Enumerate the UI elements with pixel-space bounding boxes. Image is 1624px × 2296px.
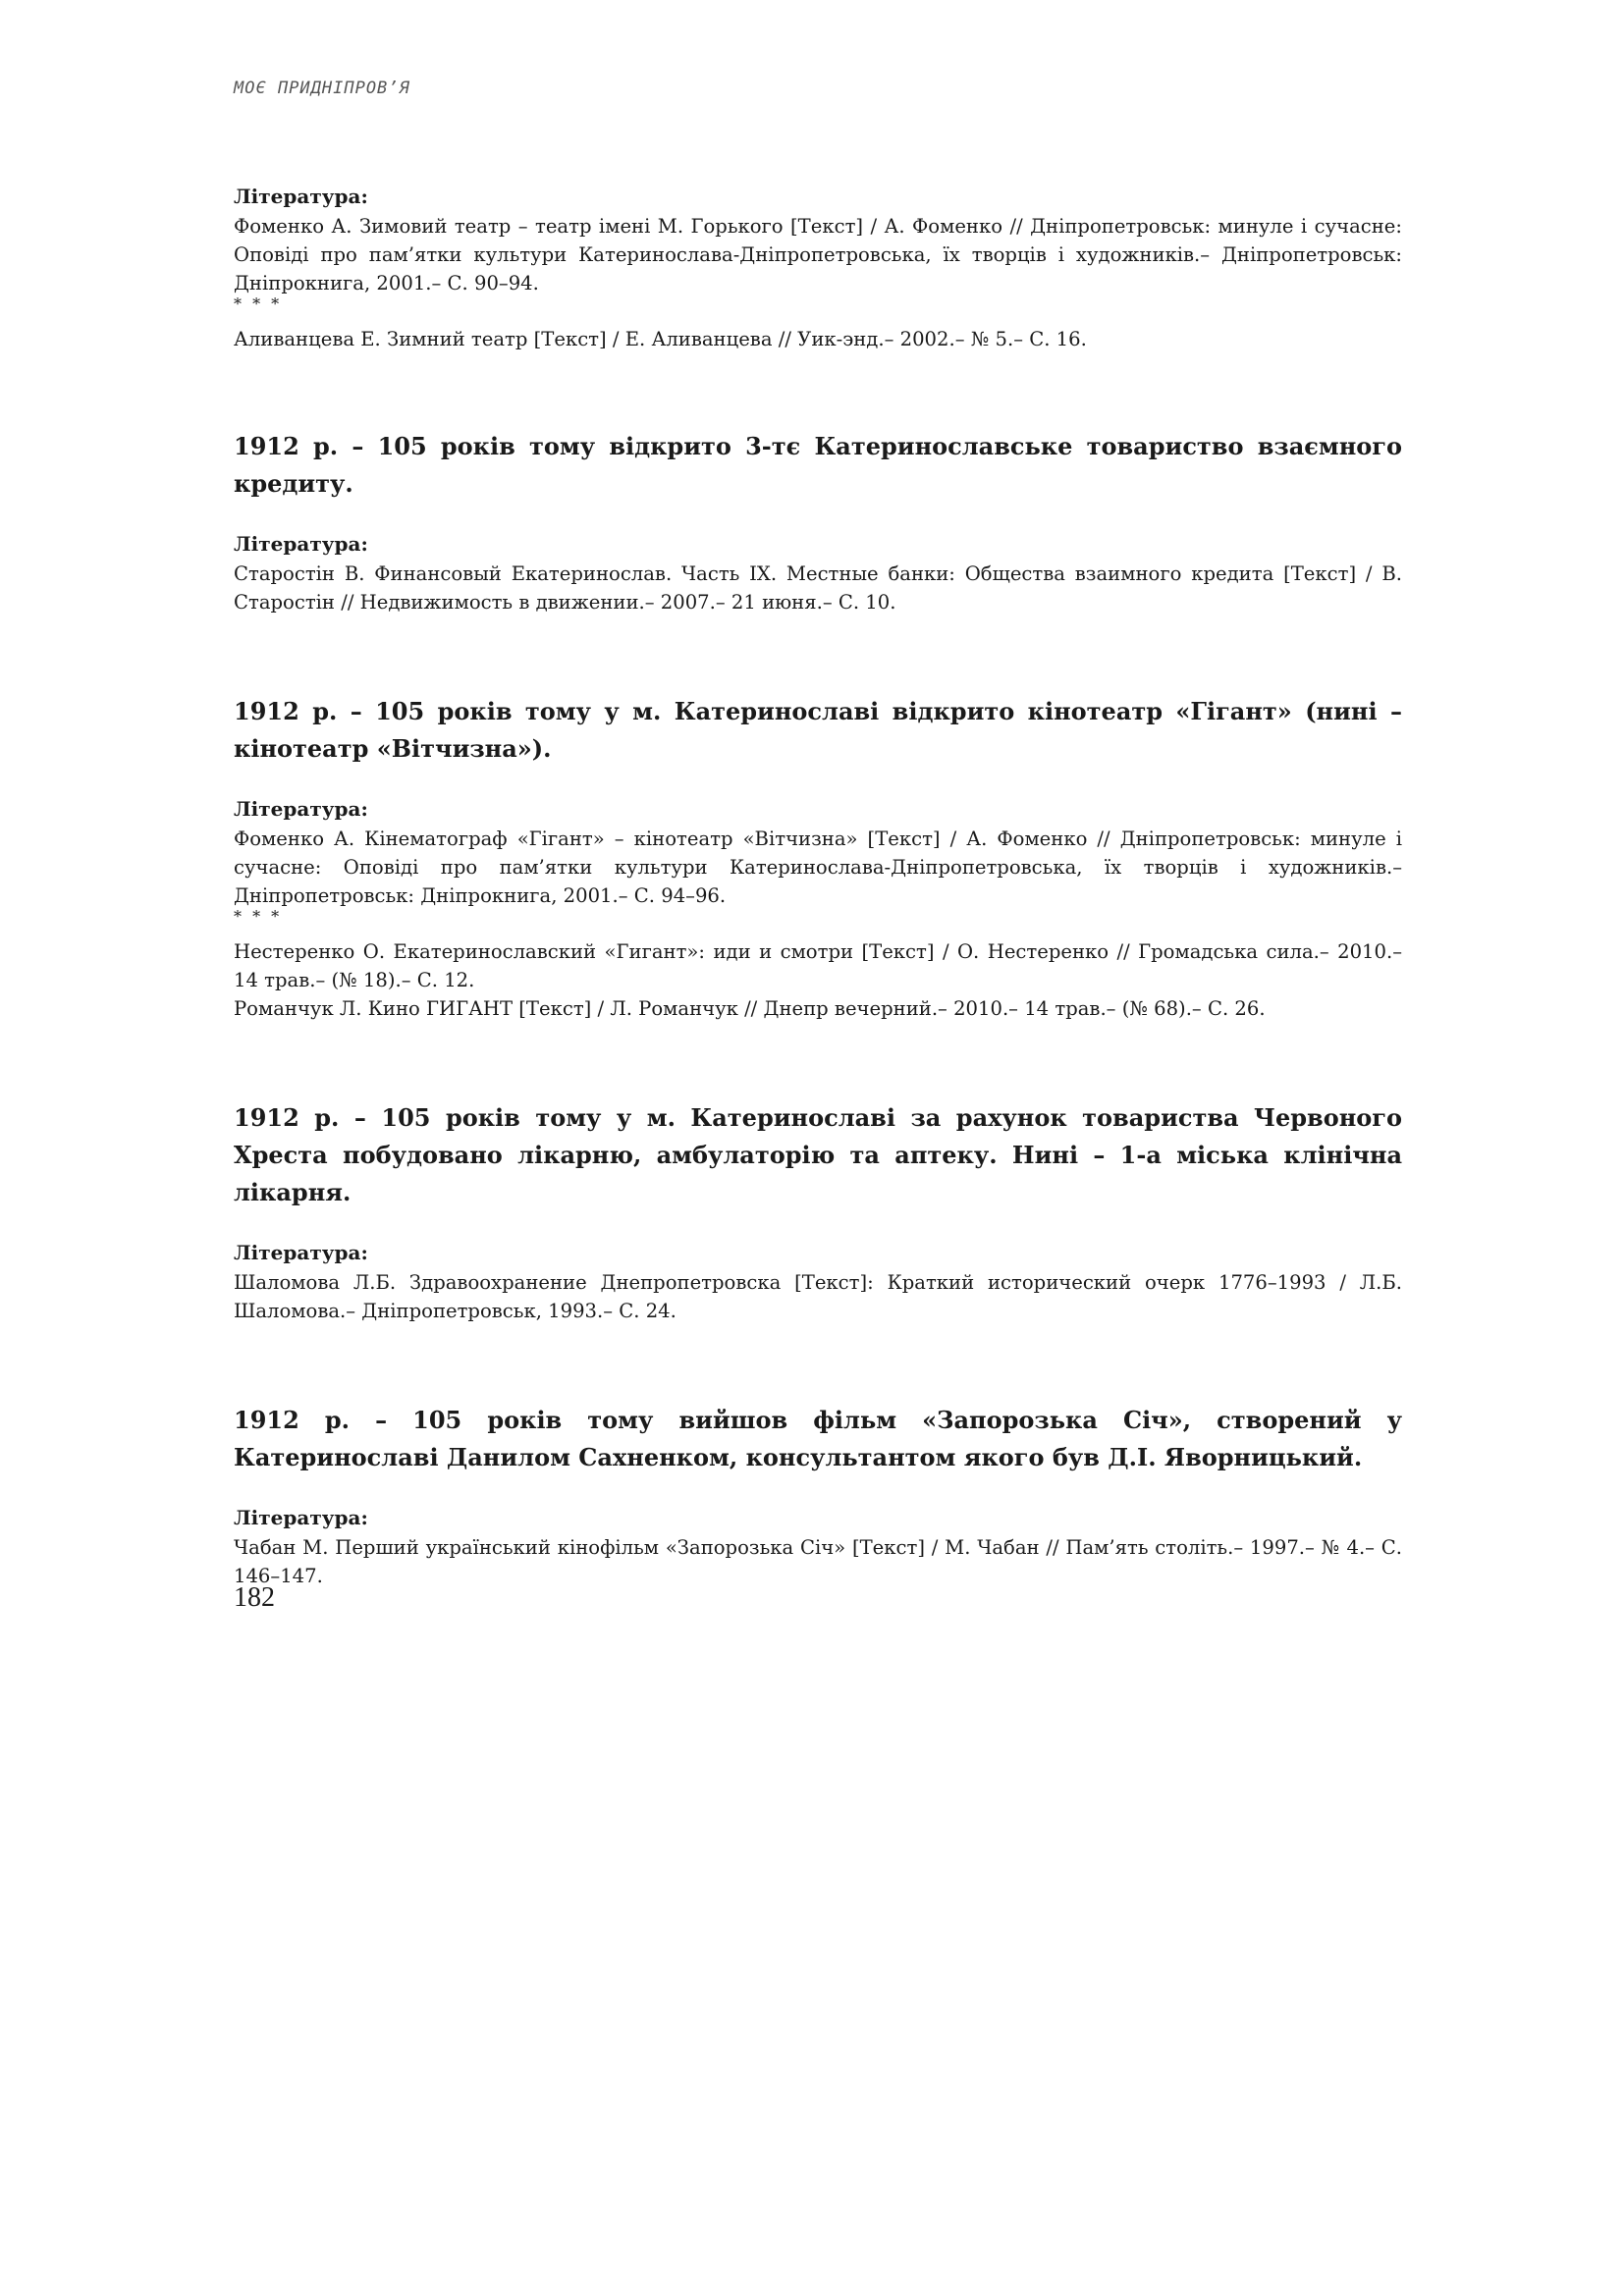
bibliography-entry: Романчук Л. Кино ГИГАНТ [Текст] / Л. Романчук // Днепр вечерний.– 2010.– 14 трав.– (№ 68).– С. 26. (234, 997, 1266, 1020)
event-heading: 1912 р. – 105 років тому вийшов фільм «Запорозька Січ», створений у Катеринославі Данилом Сахненком, консультантом якого був Д.І. Яворницький. (234, 1406, 1402, 1471)
page-number: 182 (234, 1582, 275, 1613)
event-heading: 1912 р. – 105 років тому у м. Катеринославі за рахунок товариства Червоного Хреста побудовано лікарню, амбулаторію та аптеку. Нині – 1-а міська клінічна лікарня. (234, 1103, 1402, 1206)
bibliography-entry: Нестеренко О. Екатеринославский «Гигант»: иди и смотри [Текст] / О. Нестеренко // Громадська сила.– 2010.– 14 трав.– (№ 18).– С. 12. (234, 940, 1402, 991)
section-credit-society (234, 428, 1402, 616)
literature-label: Література: (234, 797, 368, 821)
event-heading: 1912 р. – 105 років тому відкрито 3-тє Катеринославське товариство взаємного кредиту. (234, 432, 1402, 498)
literature-label: Література: (234, 532, 368, 556)
bibliography-entry: Старостін В. Финансовый Екатеринослав. Часть IX. Местные банки: Общества взаимного кредита [Текст] / В. Старостін // Недвижимость в движении.– 2007.– 21 июня.– С. 10. (234, 562, 1402, 614)
page-content (234, 183, 1402, 1590)
bibliography-entry: Фоменко А. Зимовий театр – театр імені М. Горького [Текст] / А. Фоменко // Дніпропетровськ: минуле і сучасне: Оповіді про пам’ятки культури Катеринослава-Дніпропетровська, їх творців і художників.– Дніпропетровськ: Дніпрокнига, 2001.– С. 90–94. (234, 215, 1402, 294)
section-cinema-gigant (234, 693, 1402, 1023)
running-head: МОЄ ПРИДНІПРОВ’Я (234, 79, 410, 98)
bibliography-entry: Шаломова Л.Б. Здравоохранение Днепропетровска [Текст]: Краткий исторический очерк 1776–1993 / Л.Б. Шаломова.– Дніпропетровськ, 1993.– С. 24. (234, 1271, 1402, 1322)
bibliography-entry: Фоменко А. Кінематограф «Гігант» – кінотеатр «Вітчизна» [Текст] / А. Фоменко // Дніпропетровськ: минуле і сучасне: Оповіді про пам’ятки культури Катеринослава-Дніпропетровська, їх творців і художників.– Дніпропетровськ: Дніпрокнига, 2001.– С. 94–96. (234, 828, 1402, 907)
section-winter-theatre (234, 183, 1402, 353)
separator: * * * (234, 907, 283, 926)
literature-label: Література: (234, 185, 368, 208)
section-film-zaporozka-sich (234, 1402, 1402, 1590)
event-heading: 1912 р. – 105 років тому у м. Катеринославі відкрито кінотеатр «Гігант» (нині – кінотеатр «Вітчизна»). (234, 697, 1402, 763)
bibliography-entry: Чабан М. Перший український кінофільм «Запорозька Січ» [Текст] / М. Чабан // Пам’ять століть.– 1997.– № 4.– С. 146–147. (234, 1536, 1402, 1587)
section-red-cross-hospital (234, 1099, 1402, 1325)
bibliography-entry: Аливанцева Е. Зимний театр [Текст] / Е. Аливанцева // Уик-энд.– 2002.– № 5.– С. 16. (234, 328, 1087, 350)
literature-label: Література: (234, 1506, 368, 1529)
separator: * * * (234, 294, 283, 313)
literature-label: Література: (234, 1241, 368, 1264)
